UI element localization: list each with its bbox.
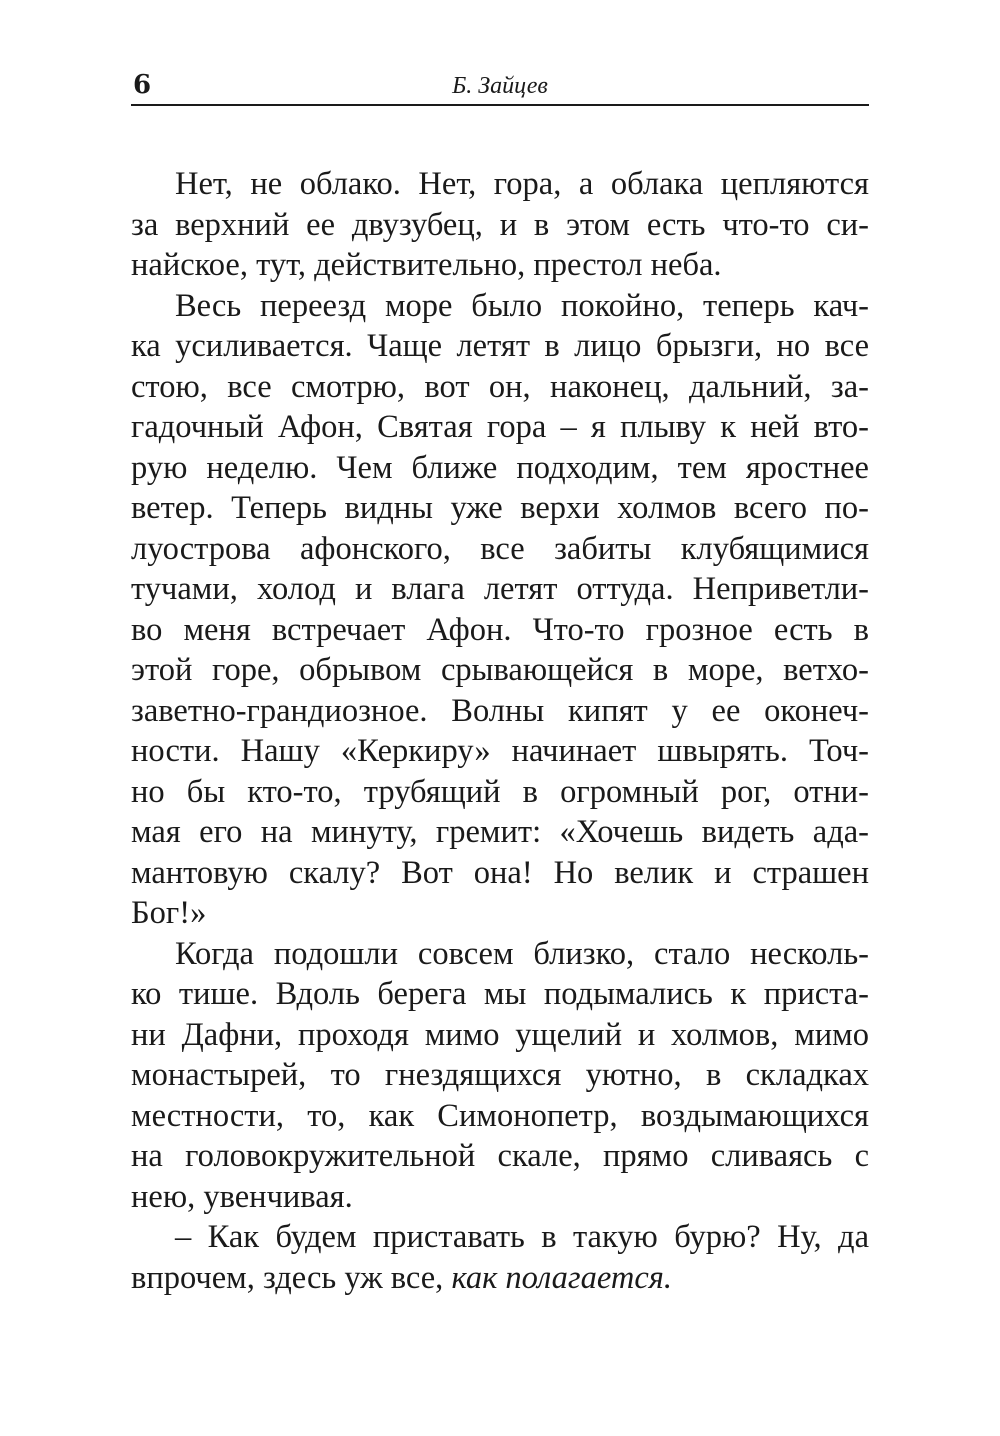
book-page xyxy=(131,60,869,1298)
text-run-italic: как полагается. xyxy=(451,1259,672,1296)
text-line: стою, все смотрю, вот он, наконец, дальний, за- xyxy=(131,368,869,405)
text-line: тучами, холод и влага летят оттуда. Неприветли- xyxy=(131,571,869,607)
text-run-plain: впрочем, здесь уж все, xyxy=(131,1259,452,1296)
paragraph-1 xyxy=(131,164,869,286)
text-line: ветер. Теперь видны уже верхи холмов всего по- xyxy=(131,490,869,526)
page-body xyxy=(131,164,869,1298)
paragraph-3 xyxy=(131,934,869,1218)
text-line: ка усиливается. Чаще летят в лицо брызги, но все xyxy=(131,328,869,364)
paragraph-2 xyxy=(131,286,869,934)
text-line: мантовую скалу? Вот она! Но велик и страшен xyxy=(131,854,869,891)
text-line: гадочный Афон, Святая гора – я плыву к ней вто- xyxy=(131,409,869,445)
text-line: местности, то, как Симонопетр, воздымающихся xyxy=(131,1097,869,1134)
text-line-mixed xyxy=(131,1258,869,1299)
text-line: на головокружительной скале, прямо сливаясь с xyxy=(131,1138,869,1174)
text-line: ни Дафни, проходя мимо ущелий и холмов, мимо xyxy=(131,1016,869,1053)
text-line: этой горе, обрывом срывающейся в море, ветхо- xyxy=(131,652,869,688)
text-line: рую неделю. Чем ближе подходим, тем яростнее xyxy=(131,449,869,486)
page-number: 6 xyxy=(133,70,152,100)
text-line: ко тише. Вдоль берега мы подымались к приста- xyxy=(131,976,869,1012)
text-line: нею, увенчивая. xyxy=(131,1178,353,1215)
text-line: заветно-грандиозное. Волны кипят у ее оконеч- xyxy=(131,692,869,729)
text-line: Когда подошли совсем близко, стало несколь- xyxy=(175,935,869,972)
text-line: мая его на минуту, гремит: «Хочешь видеть ада- xyxy=(131,814,869,850)
text-line: но бы кто-то, трубящий в огромный рог, отни- xyxy=(131,773,869,810)
text-line: Весь переезд море было покойно, теперь кач- xyxy=(175,287,869,324)
text-line: найское, тут, действительно, престол неба. xyxy=(131,247,722,283)
text-line: Бог!» xyxy=(131,895,207,931)
paragraph-4 xyxy=(131,1217,869,1298)
text-line: за верхний ее двузубец, и в этом есть что-то си- xyxy=(131,206,869,243)
running-head-author: Б. Зайцев xyxy=(452,73,548,99)
text-line: – Как будем приставать в такую бурю? Ну, да xyxy=(175,1219,869,1255)
text-line: во меня встречает Афон. Что-то грозное есть в xyxy=(131,611,869,648)
text-line: ности. Нашу «Керкиру» начинает швырять. Точ- xyxy=(131,733,869,769)
text-line: монастырей, то гнездящихся уютно, в складках xyxy=(131,1057,869,1093)
text-line: Нет, не облако. Нет, гора, а облака цепляются xyxy=(175,166,869,202)
text-line: луострова афонского, все забиты клубящимися xyxy=(131,530,869,567)
page-header xyxy=(131,60,869,106)
